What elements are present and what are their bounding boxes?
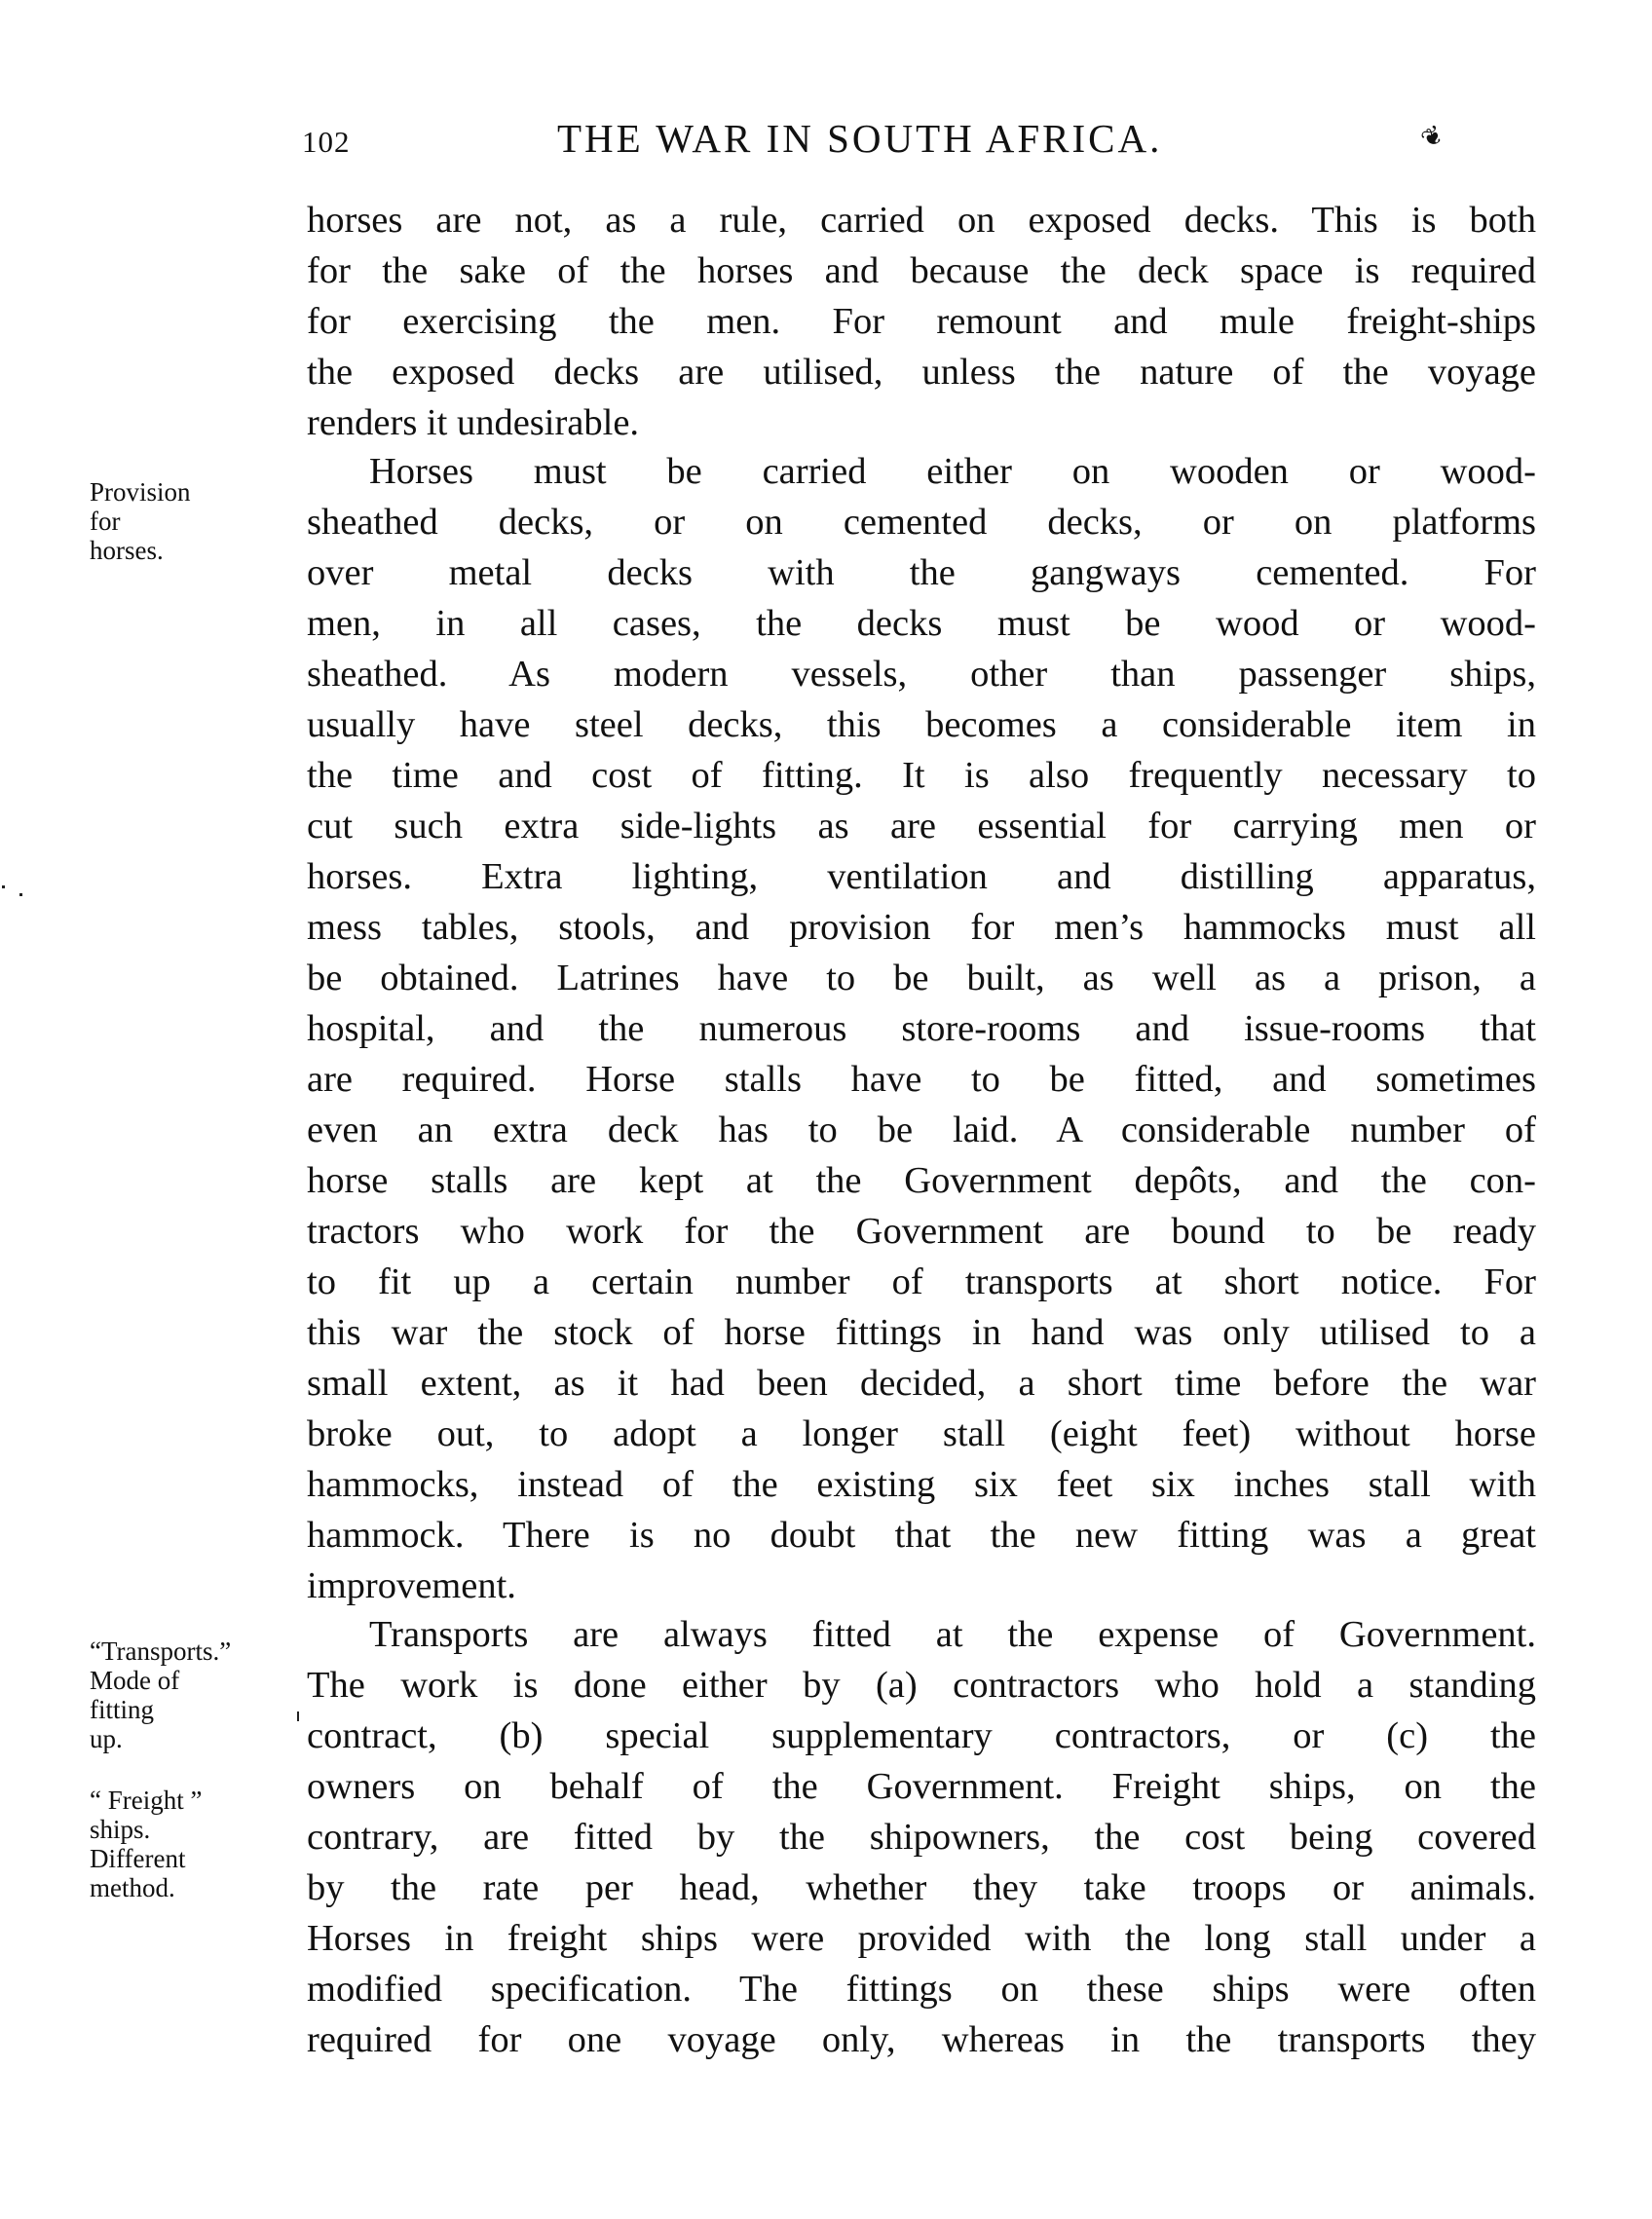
body-line: this war the stock of horse fittings in hand was only utilised to a (307, 1312, 1536, 1353)
page-number: 102 (302, 125, 351, 159)
body-line: mess tables, stools, and provision for men’s hammocks must all (307, 907, 1536, 948)
body-line: the time and cost of fitting. It is also frequently necessary to (307, 755, 1536, 796)
body-line: small extent, as it had been decided, a short time before the war (307, 1363, 1536, 1404)
body-line: be obtained. Latrines have to be built, as well as a prison, a (307, 958, 1536, 998)
margin-note-line: up. (90, 1724, 123, 1753)
page-header (302, 115, 1471, 173)
body-line: tractors who work for the Government are bound to be ready (307, 1211, 1536, 1252)
body-line: for exercising the men. For remount and mule freight-ships (307, 301, 1536, 342)
margin-note-line: horses. (90, 536, 164, 565)
body-line: renders it undesirable. (307, 402, 640, 443)
body-line: hammock. There is no doubt that the new fitting was a great (307, 1515, 1536, 1556)
scan-speck (2, 885, 5, 888)
body-line: sheathed. As modern vessels, other than passenger ships, (307, 654, 1536, 695)
margin-note-line: ships. (90, 1815, 151, 1844)
body-line: The work is done either by (a) contractors who hold a standing (307, 1665, 1536, 1706)
body-line: contrary, are fitted by the shipowners, the cost being covered (307, 1817, 1536, 1858)
body-line: broke out, to adopt a longer stall (eight feet) without horse (307, 1413, 1536, 1454)
body-line: cut such extra side-lights as are essential for carrying men or (307, 806, 1536, 846)
scan-speck (297, 1711, 299, 1721)
body-line: contract, (b) special supplementary contractors, or (c) the (307, 1715, 1536, 1756)
body-line: hammocks, instead of the existing six feet six inches stall with (307, 1464, 1536, 1505)
body-line: improvement. (307, 1565, 516, 1606)
margin-note-provision-for-horses (90, 477, 191, 565)
body-line: even an extra deck has to be laid. A considerable number of (307, 1110, 1536, 1150)
body-line: modified specification. The fittings on these ships were often (307, 1969, 1536, 2010)
body-line: hospital, and the numerous store-rooms and issue-rooms that (307, 1008, 1536, 1049)
printer-ornament-icon: ❦ (1415, 119, 1449, 155)
body-line: for the sake of the horses and because the deck space is required (307, 250, 1536, 291)
body-line: over metal decks with the gangways cemented. For (307, 552, 1536, 593)
body-line: Horses in freight ships were provided with the long stall under a (307, 1918, 1536, 1959)
body-line: by the rate per head, whether they take troops or animals. (307, 1867, 1536, 1908)
body-line: men, in all cases, the decks must be wood or wood- (307, 603, 1536, 644)
body-line: horses are not, as a rule, carried on exposed decks. This is both (307, 200, 1536, 241)
body-line: horse stalls are kept at the Government depôts, and the con- (307, 1160, 1536, 1201)
running-title: THE WAR IN SOUTH AFRICA. (557, 116, 1163, 161)
margin-note-line: for (90, 507, 121, 536)
margin-note-line: Provision (90, 477, 191, 507)
margin-note-line: fitting (90, 1695, 154, 1724)
body-line: to fit up a certain number of transports at short notice. For (307, 1261, 1536, 1302)
body-line: required for one voyage only, whereas in the transports they (307, 2019, 1536, 2060)
margin-note-line: Mode of (90, 1666, 180, 1695)
body-line: horses. Extra lighting, ventilation and distilling apparatus, (307, 856, 1536, 897)
body-line: owners on behalf of the Government. Freight ships, on the (307, 1766, 1536, 1807)
margin-note-line: “Transports.” (90, 1636, 232, 1666)
body-line: usually have steel decks, this becomes a considerable item in (307, 704, 1536, 745)
margin-note-freight-ships (90, 1786, 202, 1902)
body-line: Horses must be carried either on wooden or wood- (369, 451, 1536, 492)
body-line: Transports are always fitted at the expense of Government. (369, 1614, 1536, 1655)
body-line: the exposed decks are utilised, unless the nature of the voyage (307, 352, 1536, 393)
margin-note-line: method. (90, 1873, 175, 1902)
margin-note-line: “ Freight ” (90, 1786, 203, 1815)
margin-note-transports (90, 1636, 231, 1753)
body-line: sheathed decks, or on cemented decks, or on platforms (307, 502, 1536, 543)
margin-note-line: Different (90, 1844, 186, 1873)
body-line: are required. Horse stalls have to be fitted, and sometimes (307, 1059, 1536, 1100)
scan-speck (19, 893, 22, 896)
